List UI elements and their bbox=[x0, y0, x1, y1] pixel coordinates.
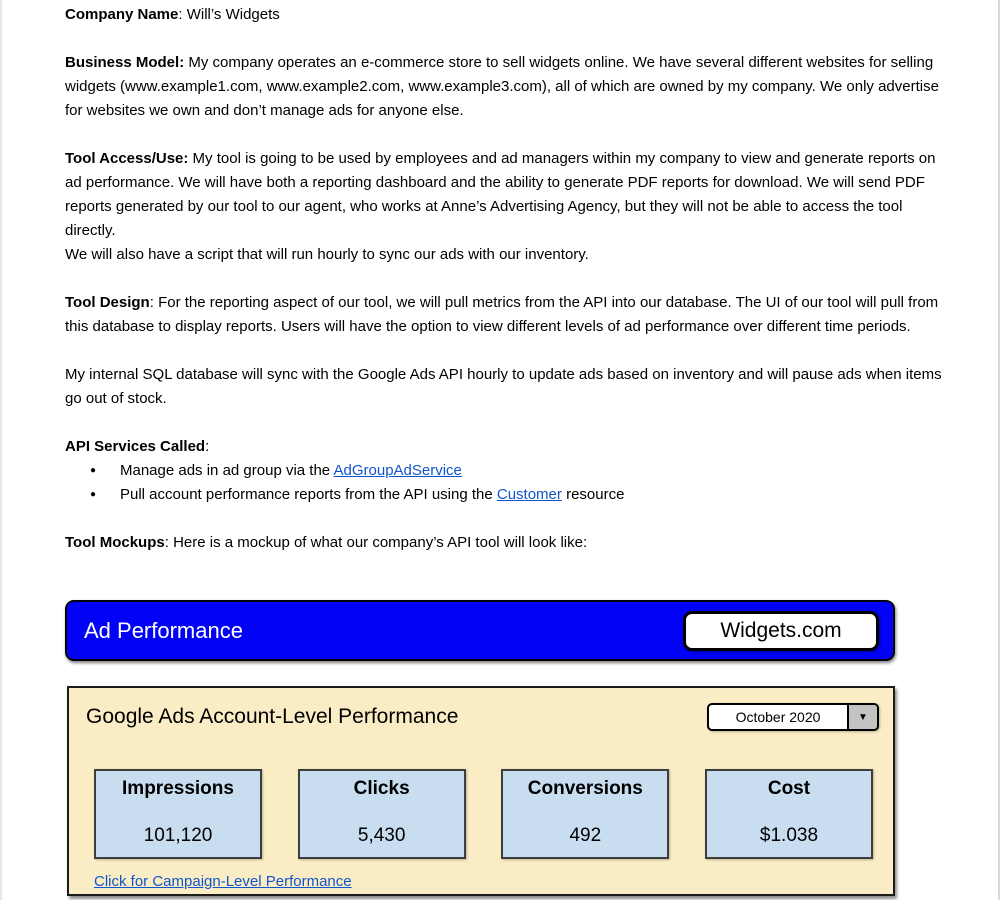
tool-design-label: Tool Design bbox=[65, 294, 150, 311]
bullet-2-post: resource bbox=[561, 486, 625, 503]
metric-card-cost bbox=[705, 769, 873, 859]
tool-mockups-label: Tool Mockups bbox=[65, 534, 165, 551]
paragraph-tool-design bbox=[65, 291, 942, 339]
metric-value: 101,120 bbox=[143, 825, 213, 846]
metric-card-impressions bbox=[94, 769, 262, 859]
metric-card-conversions bbox=[501, 769, 669, 859]
date-dropdown[interactable] bbox=[707, 703, 879, 731]
document-body bbox=[65, 3, 942, 579]
bullet-2-pre: Pull account performance reports from the API using the bbox=[120, 486, 497, 503]
metric-label: Impressions bbox=[122, 778, 234, 799]
list-item bbox=[65, 459, 942, 483]
bullet-text bbox=[120, 459, 462, 483]
list-item bbox=[65, 483, 942, 507]
company-name-label: Company Name bbox=[65, 6, 179, 23]
metric-value: 5,430 bbox=[357, 825, 406, 846]
bullet-text bbox=[120, 483, 624, 507]
tool-access-line2: We will also have a script that will run hourly to sync our ads with our inventory. bbox=[65, 246, 589, 263]
campaign-link-row bbox=[84, 873, 879, 890]
tool-mockups-text: : Here is a mockup of what our company’s API tool will look like: bbox=[164, 534, 588, 551]
api-services-label: API Services Called bbox=[65, 438, 206, 455]
api-services-colon: : bbox=[205, 438, 210, 455]
paragraph-sql-note: My internal SQL database will sync with the Google Ads API hourly to update ads based on inventory and will pause ads when items go out of stock. bbox=[65, 366, 942, 407]
campaign-level-link[interactable]: Click for Campaign-Level Performance bbox=[94, 873, 352, 890]
metric-value: $1.038 bbox=[759, 825, 819, 846]
metric-cards-row bbox=[84, 769, 879, 859]
company-name-value: : Will’s Widgets bbox=[178, 6, 280, 23]
tool-access-label: Tool Access/Use: bbox=[65, 150, 189, 167]
tool-access-text: My tool is going to be used by employees and ad managers within my company to view and generate reports on ad performance. We will have both a reporting dashboard and the ability to generate PDF reports for download. We will send PDF reports generated by our tool to our agent, who works at Anne’s Advertising Agency, but they will not be able to access the tool directly. bbox=[65, 150, 936, 239]
mockup-header-bar bbox=[65, 600, 895, 661]
dropdown-value: October 2020 bbox=[735, 709, 821, 725]
business-model-text: My company operates an e-commerce store to sell widgets online. We have several different websites for selling widgets (www.example1.com, www.example2.com, www.example3.com), all of which are owned by my company. We only advertise for websites we own and don’t manage ads for anyone else. bbox=[65, 54, 939, 119]
bullet-1-pre: Manage ads in ad group via the bbox=[120, 462, 334, 479]
metric-label: Clicks bbox=[353, 778, 410, 799]
metric-label: Cost bbox=[767, 778, 811, 799]
api-services-heading bbox=[65, 435, 942, 459]
site-button[interactable]: Widgets.com bbox=[683, 611, 879, 651]
paragraph-api-services bbox=[65, 435, 942, 507]
panel-title: Google Ads Account-Level Performance bbox=[86, 705, 459, 728]
chevron-down-icon: ▼ bbox=[858, 711, 868, 723]
bullet-icon: ● bbox=[90, 489, 97, 500]
adgroupadservice-link[interactable]: AdGroupAdService bbox=[333, 462, 462, 479]
metric-value: 492 bbox=[569, 825, 602, 846]
paragraph-business-model bbox=[65, 51, 942, 123]
tool-design-text: : For the reporting aspect of our tool, we will pull metrics from the API into our database. The UI of our tool will pull from this database to display reports. Users will have the option to view different levels of ad performance over different time periods. bbox=[65, 294, 939, 335]
customer-link[interactable]: Customer bbox=[496, 486, 562, 503]
tool-access-line1 bbox=[65, 147, 942, 243]
mockup-title: Ad Performance bbox=[84, 617, 243, 643]
paragraph-tool-access bbox=[65, 147, 942, 267]
business-model-label: Business Model: bbox=[65, 54, 185, 71]
paragraph-company-name bbox=[65, 3, 942, 27]
panel-header bbox=[84, 703, 879, 731]
dropdown-arrow-button[interactable] bbox=[847, 705, 877, 729]
bullet-icon: ● bbox=[90, 465, 97, 476]
metric-card-clicks bbox=[298, 769, 466, 859]
paragraph-tool-mockups bbox=[65, 531, 942, 555]
metric-label: Conversions bbox=[527, 778, 643, 799]
performance-panel bbox=[67, 686, 895, 896]
